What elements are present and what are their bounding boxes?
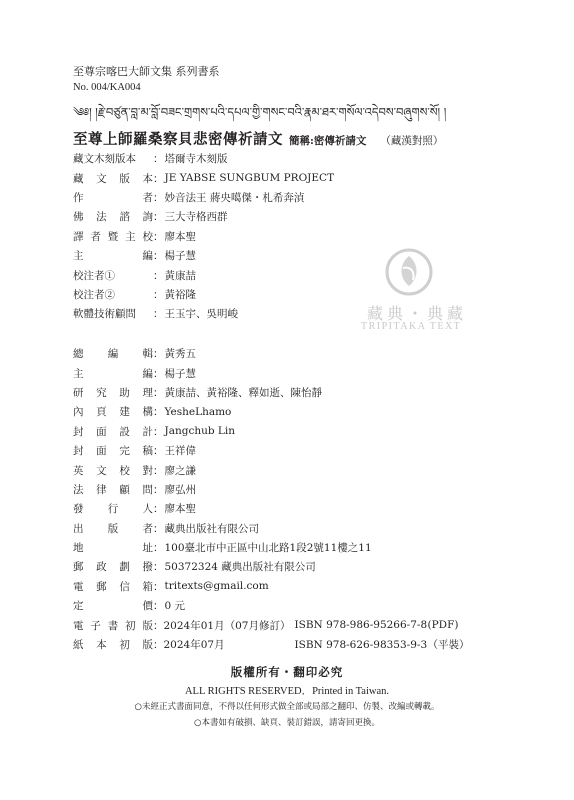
credit-row: 郵 政 劃 撥 ： 50372324 藏典出版社有限公司 [73,561,316,574]
field-label: 電 子 書 初 版 [73,619,153,632]
series-number: No. 004/KA004 [73,82,141,93]
field-value: Jangchub Lin [164,425,236,438]
field-value: 0 元 [164,600,186,613]
credit-row: 藏文木刻版本 ： 塔爾寺木刻版 [73,153,228,166]
edition-date: 2024年01月（07月修訂） [163,619,291,632]
credit-row: 發 行 人 ： 廖本聖 [73,503,196,516]
credit-row: 英 文 校 對 ： 廖之謙 [73,464,196,477]
field-value: 廖之謙 [164,464,196,477]
field-label: 英 文 校 對 [73,464,153,477]
field-label: 電 郵 信 箱 [73,580,153,593]
tibetan-title: ༄༅། །རྗེ་བཙུན་བླ་མ་བློ་བཟང་གྲགས་པའི་དཔལ་གྱི་གསང་བའི་རྣམ་ཐར་གསོལ་འདེབས་བཞུགས་སོ། ། [73,105,447,119]
credit-row: 譯 者 暨 主 校 ： 廖本聖 [73,230,196,243]
field-value: 黃康喆 [164,269,196,282]
field-value: 黃秀五 [164,348,196,361]
field-label: 軟體技術顧問 [73,308,136,321]
title-row [73,128,443,149]
field-value: tritexts@gmail.com [164,580,269,593]
short-title: 簡稱:密傳祈請文 [289,135,367,147]
credit-row: 封 面 完 稿 ： 王祥偉 [73,445,196,458]
edition-row: 紙 本 初 版 ： 2024年07月 ISBN 978-626-98353-9-3 （平裝） [73,638,470,652]
field-value: 楊子慧 [164,250,196,263]
field-label: 封 面 完 稿 [73,445,153,458]
credit-row: 封 面 設 計 ： Jangchub Lin [73,425,236,438]
field-label: 佛 法 諮 詢 [73,211,153,224]
field-value: 黃裕隆 [164,288,196,301]
edition-row: 電 子 書 初 版 ： 2024年01月（07月修訂） ISBN 978-986-95266-7-8 (PDF) [73,619,459,632]
field-label: 主 編 [73,367,153,380]
credit-row: 總 編 輯 ： 黃秀五 [73,348,196,361]
field-label: 校注者① [73,269,115,282]
field-label: 校注者② [73,288,115,301]
edition-format: （平裝） [427,639,470,652]
field-label: 譯 者 暨 主 校 [73,230,153,243]
credit-row: 作 者 ： 妙音法王 蔣央噶傑・札希奔湞 [73,191,305,204]
book-title: 至尊上師羅桑察貝悲密傳祈請文 [73,131,283,148]
field-value: 楊子慧 [164,367,196,380]
field-value: 廖本聖 [164,230,196,243]
credit-row: 校注者① ： 黃康喆 [73,269,196,282]
field-value: 廖弘州 [164,483,196,496]
logo-subtext: TRIPITAKA TEXT [361,321,462,332]
credit-row: 電 郵 信 箱 ： tritexts@gmail.com [73,580,269,593]
credit-row: 內 頁 建 構 ： YesheLhamo [73,405,232,419]
field-label: 定 價 [73,600,153,613]
rights-english: ALL RIGHTS RESERVED．Printed in Taiwan. [184,686,390,697]
credit-row: 藏 文 版 本 ： JE YABSE SUNGBUM PROJECT [73,172,335,185]
credit-row: 定 價 ： 0 元 [73,600,186,613]
field-label: 紙 本 初 版 [73,639,153,652]
field-value: 王祥偉 [164,445,196,458]
edition-format: (PDF) [427,619,459,632]
rights-title: 版權所有・翻印必究 [230,665,344,679]
credit-row: 主 編 ： 楊子慧 [73,367,196,380]
reprint-notice: ○未經正式書面同意，不得以任何形式做全部或局部之翻印、仿製、改編或轉載。 [134,702,440,712]
credit-row: 法 律 顧 問 ： 廖弘州 [73,483,196,496]
logo-text: 藏典・典藏 [367,304,468,323]
field-value: 50372324 藏典出版社有限公司 [164,561,316,574]
series-name: 至尊宗喀巴大師文集 系列書系 [73,65,220,78]
field-label: 地 址 [73,542,153,555]
field-value: YesheLhamo [164,405,232,418]
credit-row: 校注者② ： 黃裕隆 [73,288,196,301]
field-value: 黃康喆、黃裕隆、釋如逝、陳怡靜 [164,386,322,399]
field-value: 三大寺格西群 [164,211,228,224]
field-value: 100臺北市中正區中山北路1段2號11樓之11 [164,542,372,555]
edition-isbn: ISBN 978-986-95266-7-8 [294,619,428,632]
field-label: 研 究 助 理 [73,386,153,399]
field-value: JE YABSE SUNGBUM PROJECT [164,172,335,185]
staff-list [73,344,470,654]
credit-row: 軟體技術顧問 ： 王玉宇、吳明峻 [73,308,238,321]
bilingual-note: （藏漢對照） [380,135,444,147]
credit-row: 研 究 助 理 ： 黃康喆、黃裕隆、釋如逝、陳怡靜 [73,386,322,399]
edition-isbn: ISBN 978-626-98353-9-3 [294,638,428,651]
field-value: 塔爾寺木刻版 [164,153,228,166]
field-label: 出 版 者 [73,522,153,535]
credit-row: 佛 法 諮 詢 ： 三大寺格西群 [73,211,228,224]
field-label: 主 編 [73,250,153,263]
credit-row: 主 編 ： 楊子慧 [73,250,196,263]
field-value: 王玉宇、吳明峻 [164,308,238,321]
field-label: 內 頁 建 構 [73,406,153,419]
field-value: 藏典出版社有限公司 [164,522,259,535]
credits-list [73,149,334,324]
return-notice: ○本書如有破損、缺頁、裝訂錯誤，請寄回更換。 [194,718,380,728]
field-label: 藏文木刻版本 [73,153,136,166]
field-label: 法 律 顧 問 [73,483,153,496]
field-label: 封 面 設 計 [73,425,153,438]
edition-date: 2024年07月 [163,639,225,652]
field-value: 廖本聖 [164,503,196,516]
field-label: 發 行 人 [73,503,153,516]
credit-row: 地 址 ： 100臺北市中正區中山北路1段2號11樓之11 [73,542,372,555]
field-label: 郵 政 劃 撥 [73,561,153,574]
field-label: 總 編 輯 [73,348,153,361]
field-label: 藏 文 版 本 [73,172,153,185]
field-label: 作 者 [73,191,153,204]
field-value: 妙音法王 蔣央噶傑・札希奔湞 [164,191,305,204]
credit-row: 出 版 者 ： 藏典出版社有限公司 [73,522,259,535]
